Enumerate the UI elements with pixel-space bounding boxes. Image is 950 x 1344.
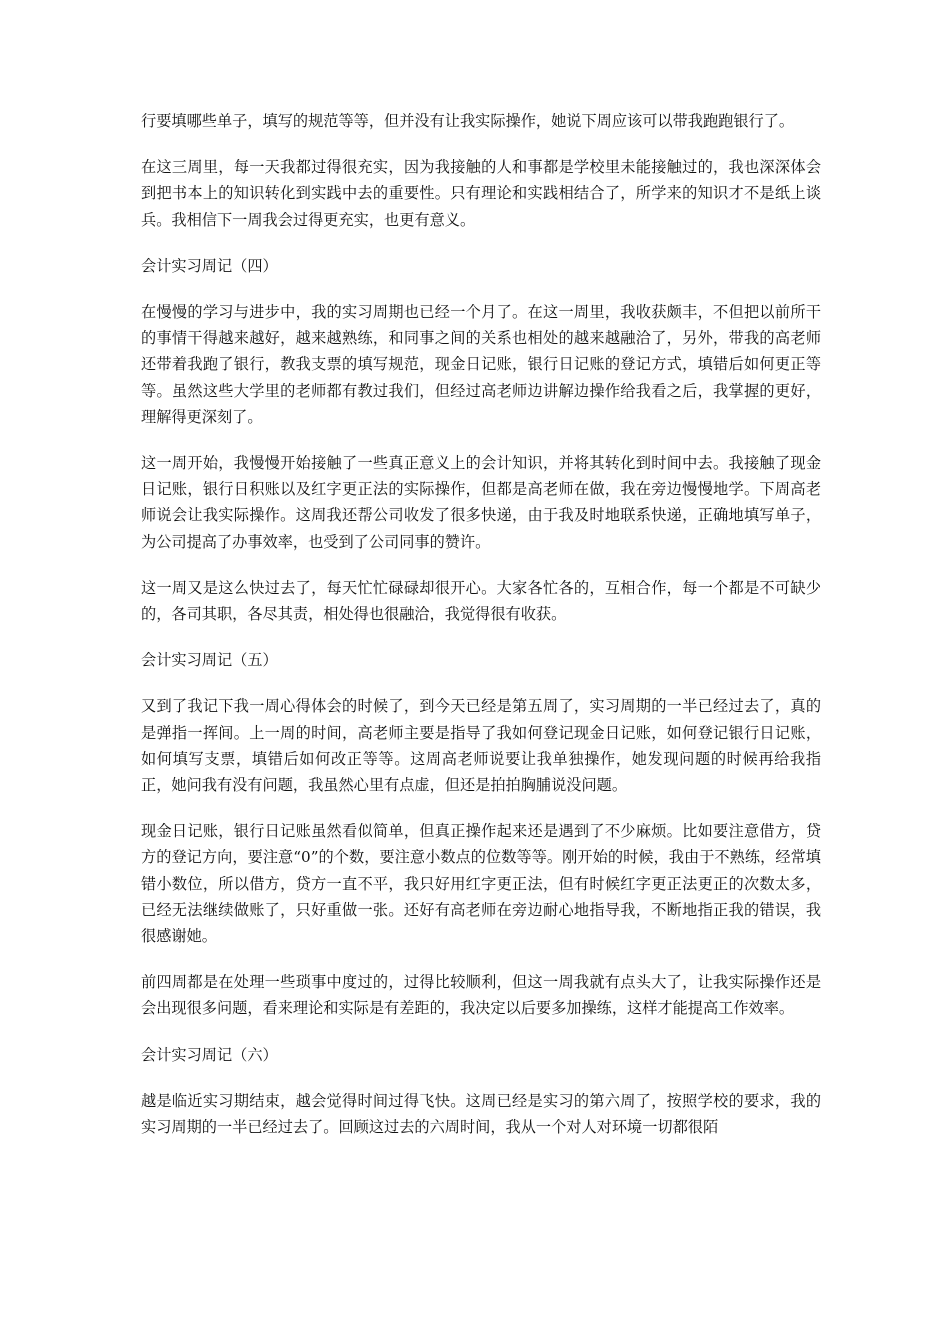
heading-week-four: 会计实习周记（四） bbox=[141, 256, 278, 275]
paragraph-week-five-2: 现金日记账，银行日记账虽然看似简单，但真正操作起来还是遇到了不少麻烦。比如要注意借方，贷方的登记方向，要注意“0”的个数，要注意小数点的位数等等。刚开始的时候，我由于不熟练，经常填错小数位，所以借方，贷方一直不平，我只好用红字更正法，但有时候红字更正法更正的次数太多，已经无法继续做账了，只好重做一张。还好有高老师在旁边耐心地指导我，不断地指正我的错误，我很感谢她。 bbox=[141, 822, 821, 946]
paragraph-week-four-2: 这一周开始，我慢慢开始接触了一些真正意义上的会计知识，并将其转化到时间中去。我接触了现金日记账，银行日积账以及红字更正法的实际操作，但都是高老师在做，我在旁边慢慢地学。下周高老师说会让我实际操作。这周我还帮公司收发了很多快递，由于我及时地联系快递，正确地填写单子，为公司提高了办事效率，也受到了公司同事的赞许。 bbox=[141, 454, 821, 551]
heading-week-six: 会计实习周记（六） bbox=[141, 1045, 278, 1064]
heading-week-five: 会计实习周记（五） bbox=[141, 651, 278, 670]
paragraph-week-six-1: 越是临近实习期结束，越会觉得时间过得飞快。这周已经是实习的第六周了，按照学校的要求，我的实习周期的一半已经过去了。回顾这过去的六周时间，我从一个对人对环境一切都很陌 bbox=[141, 1091, 821, 1137]
paragraph-week-four-3: 这一周又是这么快过去了，每天忙忙碌碌却很开心。大家各忙各的，互相合作，每一个都是不可缺少的，各司其职，各尽其责，相处得也很融洽，我觉得很有收获。 bbox=[141, 578, 821, 624]
paragraph-week-three-summary: 在这三周里，每一天我都过得很充实，因为我接触的人和事都是学校里未能接触过的，我也深深体会到把书本上的知识转化到实践中去的重要性。只有理论和实践相结合了，所学来的知识才不是纸上谈兵。我相信下一周我会过得更充实，也更有意义。 bbox=[141, 158, 821, 229]
paragraph-week-five-3: 前四周都是在处理一些琐事中度过的，过得比较顺利，但这一周我就有点头大了，让我实际操作还是会出现很多问题，看来理论和实际是有差距的，我决定以后要多加操练，这样才能提高工作效率。 bbox=[141, 973, 821, 1018]
paragraph-week-five-1: 又到了我记下我一周心得体会的时候了，到今天已经是第五周了，实习周期的一半已经过去了，真的是弹指一挥间。上一周的时间，高老师主要是指导了我如何登记现金日记账，如何登记银行日记账，如何填写支票，填错后如何改正等等。这周高老师说要让我单独操作，她发现问题的时候再给我指正，她问我有没有问题，我虽然心里有点虚，但还是拍拍胸脯说没问题。 bbox=[141, 697, 821, 795]
paragraph-continuation: 行要填哪些单子，填写的规范等等，但并没有让我实际操作，她说下周应该可以带我跑跑银行了。 bbox=[141, 112, 795, 130]
document-page bbox=[141, 108, 821, 1160]
paragraph-week-four-1: 在慢慢的学习与进步中，我的实习周期也已经一个月了。在这一周里，我收获颇丰，不但把以前所干的事情干得越来越好，越来越熟练，和同事之间的关系也相处的越来越融洽了，另外，带我的高老师还带着我跑了银行，教我支票的填写规范，现金日记账，银行日记账的登记方式，填错后如何更正等等。虽然这些大学里的老师都有教过我们，但经过高老师边讲解边操作给我看之后，我掌握的更好，理解得更深刻了。 bbox=[141, 303, 821, 426]
